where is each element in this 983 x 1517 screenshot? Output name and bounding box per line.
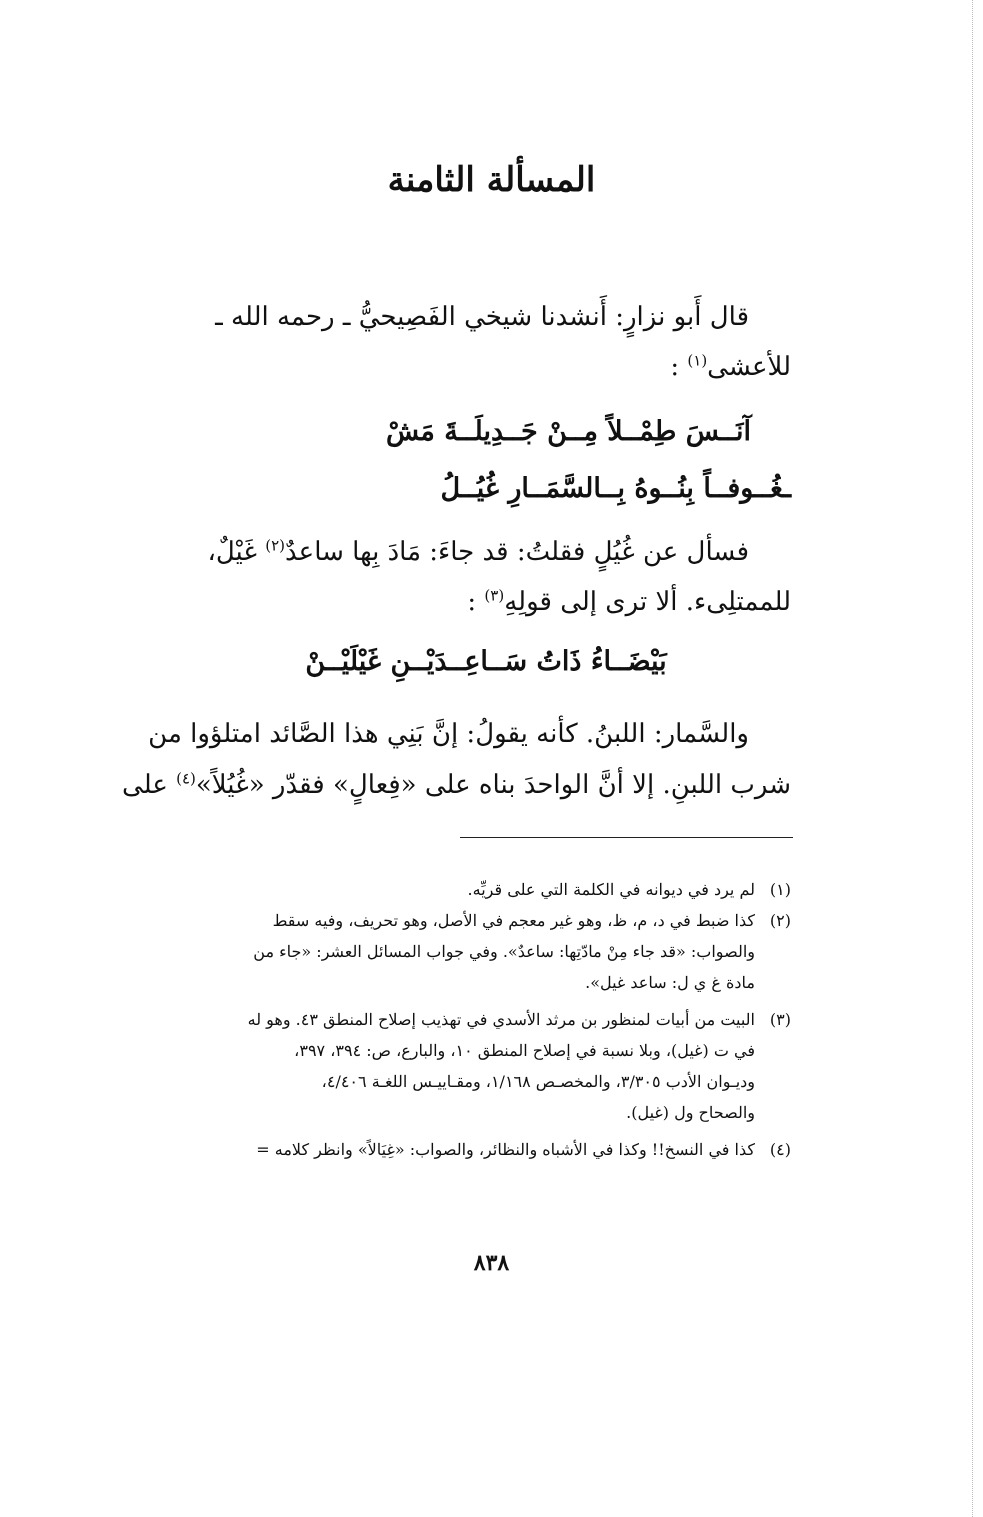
scan-edge-line <box>972 0 973 1517</box>
paragraph-2-line-1 <box>139 530 791 574</box>
footnote-3 <box>181 1005 791 1034</box>
text-segment: فسأل عن غُيُلٍ فقلتُ: قد جاءَ: مَادَ بِها ساعدٌ <box>285 537 749 567</box>
footnote-1 <box>181 875 791 904</box>
footnote-3-line-2: في ت (غيل)، وبلا نسبة في إصلاح المنطق ١٠، والبارع، ص: ٣٩٤، ٣٩٧، <box>294 1041 755 1060</box>
text-segment: للأعشى <box>707 352 791 382</box>
footnote-text: لم يرد في ديوانه في الكلمة التي على قريِّه. <box>467 880 755 899</box>
footnote-2-line-2: والصواب: «قد جاء مِنْ مادّتِها: ساعدٌ». وفي جواب المسائل العشر: «جاء من <box>253 942 755 961</box>
section-title: المسألة الثامنة <box>387 160 596 200</box>
footnote-number: (٣) <box>769 1010 791 1029</box>
footnote-text: كذا في النسخ!! وكذا في الأشباه والنظائر، والصواب: «غِيَالاً» وانظر كلامه = <box>256 1140 755 1159</box>
footnote-number: (٤) <box>769 1140 791 1159</box>
paragraph-2-line-2 <box>181 580 791 624</box>
footnote-2-line-3: مادة غ ي ل: ساعد غيل». <box>585 973 755 992</box>
text-segment: للممتلِىء. ألا ترى إلى قولِهِ <box>504 587 791 617</box>
paragraph-3-line-2 <box>122 763 791 807</box>
page-number: ٨٣٨ <box>473 1250 510 1276</box>
footnote-number: (٢) <box>769 911 791 930</box>
paragraph-3-line-1: والسَّمار: اللبنُ. كأنه يقولُ: إنَّ بَنِي هذا الصَّائد امتلؤوا من <box>148 719 749 749</box>
footnote-2 <box>181 906 791 935</box>
footnote-separator <box>460 837 793 838</box>
text-segment: على <box>122 770 177 800</box>
paragraph-1-line-1: قال أَبو نزارٍ: أَنشدنا شيخي الفَصِيحيُّ ـ رحمه الله ـ <box>215 302 749 332</box>
text-segment: : <box>670 352 688 382</box>
paragraph-1-line-2 <box>181 345 791 389</box>
footnote-3-line-3: وديـوان الأدب ٣/٣٠٥، والمخصـص ١/١٦٨، ومقـاييـس اللغـة ٤/٤٠٦، <box>321 1072 755 1091</box>
verse-1-line-1: آنَــسَ طِمْــلاً مِــنْ جَــدِيلَــةَ مَشْ <box>385 416 751 447</box>
footnote-number: (١) <box>769 880 791 899</box>
footnote-ref: (٤) <box>176 769 196 788</box>
footnote-ref: (١) <box>687 351 708 370</box>
verse-2: بَيْضَــاءُ ذَاتُ سَــاعِــدَيْــنِ غَيْلَيْــنْ <box>305 646 667 677</box>
footnote-ref: (٢) <box>265 536 286 555</box>
footnote-ref: (٣) <box>484 586 505 605</box>
verse-1-line-2: ـغُــوفــاً بِنُــوهُ بِــالسَّمَــارِ غُيُــلُ <box>440 473 791 504</box>
text-segment: : <box>467 587 485 617</box>
footnote-text: البيت من أبيات لمنظور بن مرثد الأسدي في تهذيب إصلاح المنطق ٤٣. وهو له <box>247 1010 755 1029</box>
footnote-3-line-4: والصحاح ول (غيل). <box>626 1103 755 1122</box>
footnote-text: كذا ضبط في د، م، ظ، وهو غير معجم في الأصل، وهو تحريف، وفيه سقط <box>272 911 755 930</box>
text-segment: شرب اللبنِ. إلا أنَّ الواحدَ بناه على «فِعالٍ» فقدّر «غُيُلاً» <box>195 770 791 800</box>
text-segment: غَيْلٌ، <box>207 537 266 567</box>
footnote-4 <box>181 1135 791 1164</box>
